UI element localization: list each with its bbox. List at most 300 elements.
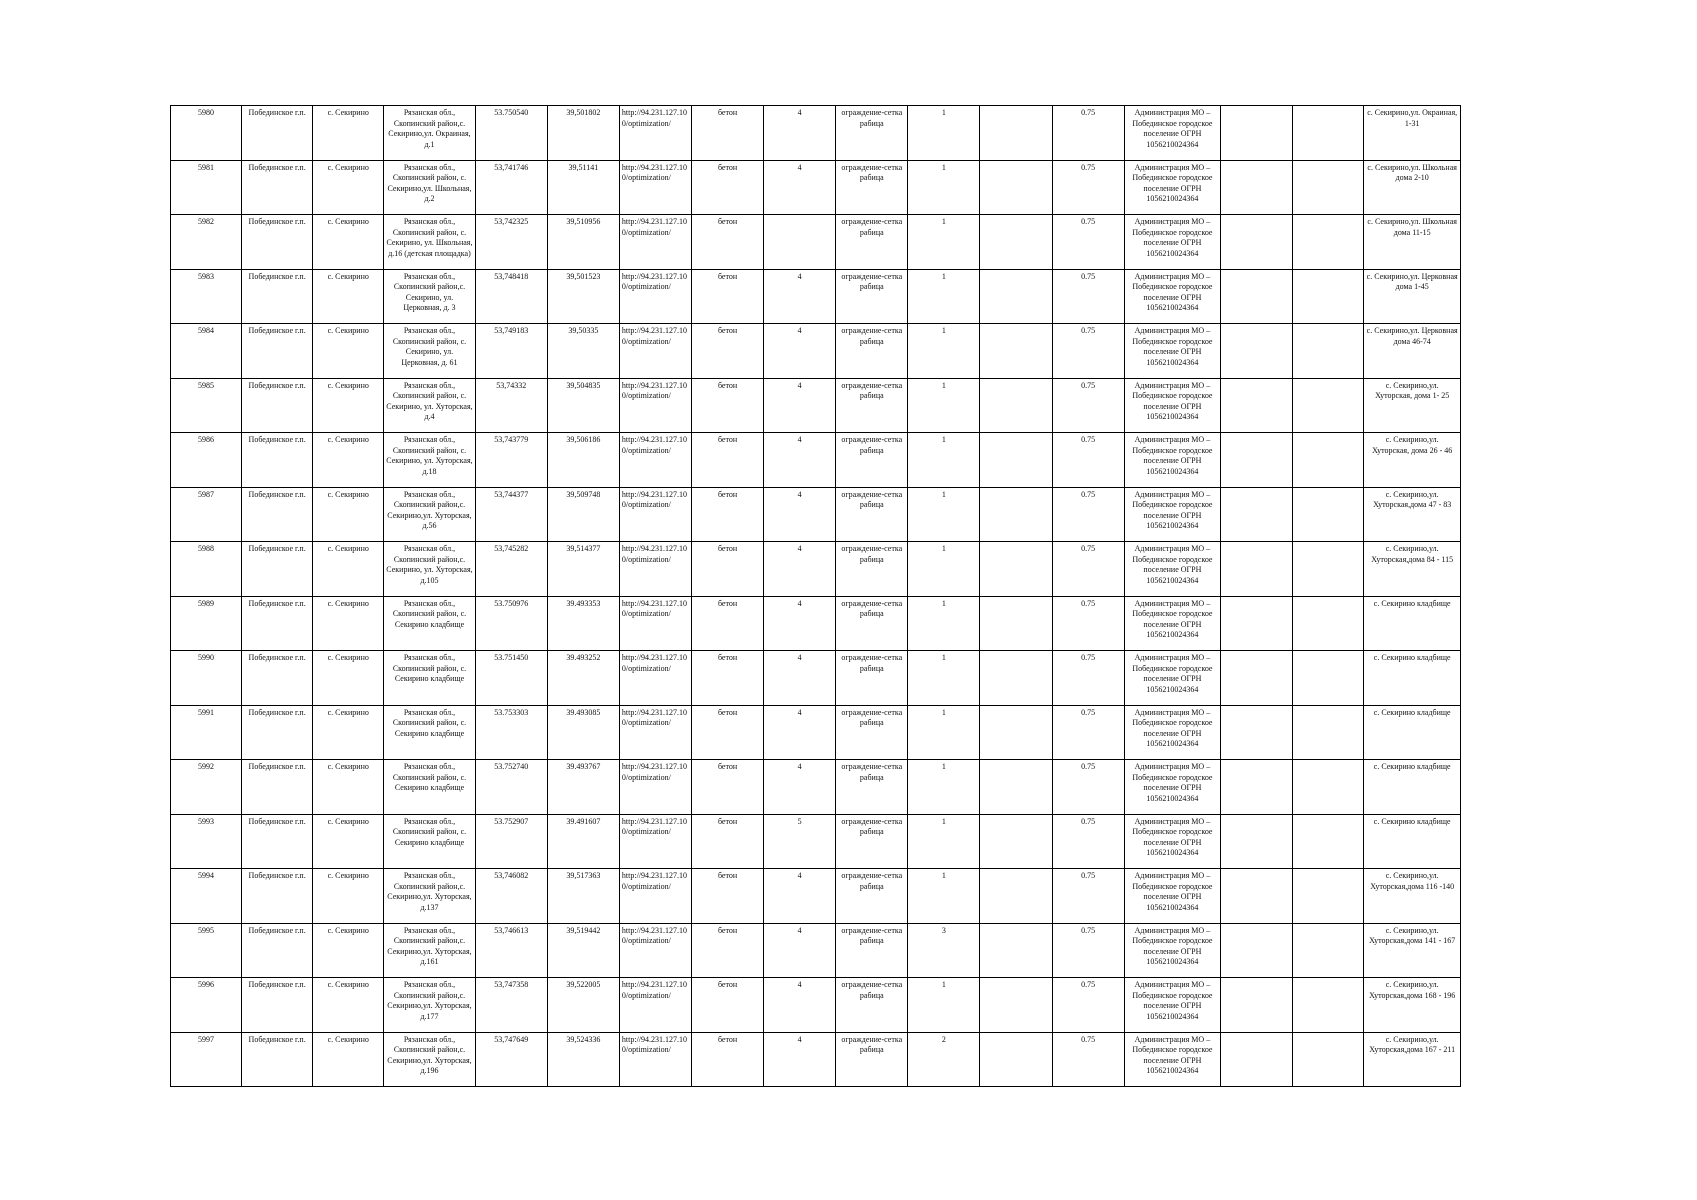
cell-longitude: 39.493767 — [547, 760, 619, 815]
cell-surface: бетон — [692, 1032, 764, 1087]
cell-volume: 0.75 — [1052, 705, 1124, 760]
cell-empty — [1293, 705, 1364, 760]
cell-longitude: 39.493085 — [547, 705, 619, 760]
cell-empty — [1221, 378, 1293, 433]
cell-address: Рязанская обл., Скопинский район, с. Секирино кладбище — [384, 814, 475, 869]
cell-empty — [1221, 215, 1293, 270]
cell-area: 4 — [764, 542, 836, 597]
cell-area: 4 — [764, 869, 836, 924]
cell-served-area: с. Секирино,ул. Окраиная, 1-31 — [1364, 106, 1461, 161]
cell-empty — [1293, 596, 1364, 651]
cell-fence: ограждение-сетка рабица — [836, 487, 908, 542]
cell-empty — [980, 978, 1052, 1033]
cell-fence: ограждение-сетка рабица — [836, 705, 908, 760]
cell-empty — [980, 923, 1052, 978]
table-row — [171, 160, 1461, 215]
cell-empty — [980, 1032, 1052, 1087]
cell-volume: 0.75 — [1052, 160, 1124, 215]
cell-village: с. Секирино — [313, 487, 384, 542]
cell-village: с. Секирино — [313, 596, 384, 651]
cell-latitude: 53.753303 — [475, 705, 547, 760]
cell-empty — [1221, 596, 1293, 651]
cell-owner: Администрация МО – Побединское городское поселение ОГРН 1056210024364 — [1124, 760, 1220, 815]
cell-container-count: 1 — [908, 814, 980, 869]
cell-area: 4 — [764, 651, 836, 706]
cell-village: с. Секирино — [313, 869, 384, 924]
cell-surface: бетон — [692, 814, 764, 869]
cell-empty — [980, 324, 1052, 379]
cell-url: http://94.231.127.10 0/optimization/ — [619, 1032, 691, 1087]
cell-latitude: 53,744377 — [475, 487, 547, 542]
cell-area: 4 — [764, 1032, 836, 1087]
cell-longitude: 39,517363 — [547, 869, 619, 924]
cell-address: Рязанская обл., Скопинский район,с. Секирино,ул. Хуторская, д.137 — [384, 869, 475, 924]
cell-settlement: Побединское г.п. — [242, 923, 313, 978]
cell-empty — [1221, 923, 1293, 978]
cell-empty — [1293, 814, 1364, 869]
cell-address: Рязанская обл., Скопинский район,с. Секирино,ул. Окраиная, д.1 — [384, 106, 475, 161]
cell-volume: 0.75 — [1052, 596, 1124, 651]
cell-url: http://94.231.127.10 0/optimization/ — [619, 487, 691, 542]
cell-volume: 0.75 — [1052, 542, 1124, 597]
cell-settlement: Побединское г.п. — [242, 978, 313, 1033]
cell-container-count: 1 — [908, 705, 980, 760]
cell-served-area: с. Секирино,ул. Школьная дома 2-10 — [1364, 160, 1461, 215]
cell-id: 5990 — [171, 651, 242, 706]
table-row — [171, 705, 1461, 760]
cell-id: 5982 — [171, 215, 242, 270]
cell-url: http://94.231.127.10 0/optimization/ — [619, 760, 691, 815]
cell-served-area: с. Секирино,ул. Хуторская, дома 1- 25 — [1364, 378, 1461, 433]
cell-area: 4 — [764, 487, 836, 542]
cell-area — [764, 215, 836, 270]
cell-owner: Администрация МО – Побединское городское поселение ОГРН 1056210024364 — [1124, 651, 1220, 706]
cell-address: Рязанская обл., Скопинский район, с. Секирино, ул. Хуторская, д.4 — [384, 378, 475, 433]
cell-fence: ограждение-сетка рабица — [836, 324, 908, 379]
cell-longitude: 39.493252 — [547, 651, 619, 706]
cell-settlement: Побединское г.п. — [242, 160, 313, 215]
cell-village: с. Секирино — [313, 1032, 384, 1087]
table-row — [171, 378, 1461, 433]
cell-latitude: 53,747649 — [475, 1032, 547, 1087]
cell-village: с. Секирино — [313, 160, 384, 215]
cell-village: с. Секирино — [313, 814, 384, 869]
cell-longitude: 39,519442 — [547, 923, 619, 978]
cell-address: Рязанская обл., Скопинский район,с. Секирино,ул. Хуторская, д.196 — [384, 1032, 475, 1087]
cell-container-count: 1 — [908, 433, 980, 488]
cell-container-count: 1 — [908, 760, 980, 815]
cell-served-area: с. Секирино кладбище — [1364, 760, 1461, 815]
cell-settlement: Побединское г.п. — [242, 814, 313, 869]
cell-latitude: 53,747358 — [475, 978, 547, 1033]
cell-empty — [980, 160, 1052, 215]
cell-id: 5988 — [171, 542, 242, 597]
cell-settlement: Побединское г.п. — [242, 542, 313, 597]
cell-empty — [980, 542, 1052, 597]
cell-longitude: 39,501802 — [547, 106, 619, 161]
cell-empty — [1293, 978, 1364, 1033]
table-row — [171, 814, 1461, 869]
cell-fence: ограждение-сетка рабица — [836, 160, 908, 215]
cell-volume: 0.75 — [1052, 487, 1124, 542]
cell-served-area: с. Секирино кладбище — [1364, 814, 1461, 869]
cell-surface: бетон — [692, 324, 764, 379]
cell-url: http://94.231.127.10 0/optimization/ — [619, 923, 691, 978]
cell-empty — [1221, 433, 1293, 488]
cell-settlement: Побединское г.п. — [242, 651, 313, 706]
cell-empty — [1293, 651, 1364, 706]
cell-container-count: 1 — [908, 324, 980, 379]
cell-empty — [980, 215, 1052, 270]
cell-village: с. Секирино — [313, 705, 384, 760]
cell-surface: бетон — [692, 215, 764, 270]
cell-surface: бетон — [692, 705, 764, 760]
cell-longitude: 39,506186 — [547, 433, 619, 488]
cell-volume: 0.75 — [1052, 378, 1124, 433]
cell-container-count: 1 — [908, 215, 980, 270]
cell-village: с. Секирино — [313, 433, 384, 488]
cell-latitude: 53.750540 — [475, 106, 547, 161]
cell-fence: ограждение-сетка рабица — [836, 1032, 908, 1087]
cell-surface: бетон — [692, 596, 764, 651]
cell-volume: 0.75 — [1052, 269, 1124, 324]
cell-url: http://94.231.127.10 0/optimization/ — [619, 869, 691, 924]
cell-fence: ограждение-сетка рабица — [836, 106, 908, 161]
cell-empty — [1221, 978, 1293, 1033]
cell-settlement: Побединское г.п. — [242, 378, 313, 433]
cell-empty — [1221, 869, 1293, 924]
cell-latitude: 53.752907 — [475, 814, 547, 869]
cell-empty — [1221, 269, 1293, 324]
cell-url: http://94.231.127.10 0/optimization/ — [619, 651, 691, 706]
cell-settlement: Побединское г.п. — [242, 705, 313, 760]
cell-empty — [980, 269, 1052, 324]
table-row — [171, 269, 1461, 324]
cell-url: http://94.231.127.10 0/optimization/ — [619, 378, 691, 433]
cell-owner: Администрация МО – Побединское городское поселение ОГРН 1056210024364 — [1124, 705, 1220, 760]
cell-address: Рязанская обл., Скопинский район, с. Секирино, ул. Хуторская, д.18 — [384, 433, 475, 488]
table-row — [171, 487, 1461, 542]
cell-url: http://94.231.127.10 0/optimization/ — [619, 215, 691, 270]
cell-volume: 0.75 — [1052, 869, 1124, 924]
cell-village: с. Секирино — [313, 324, 384, 379]
cell-container-count: 1 — [908, 542, 980, 597]
cell-empty — [1221, 760, 1293, 815]
cell-village: с. Секирино — [313, 269, 384, 324]
cell-settlement: Побединское г.п. — [242, 760, 313, 815]
cell-fence: ограждение-сетка рабица — [836, 269, 908, 324]
cell-container-count: 1 — [908, 651, 980, 706]
cell-url: http://94.231.127.10 0/optimization/ — [619, 433, 691, 488]
cell-id: 5997 — [171, 1032, 242, 1087]
cell-surface: бетон — [692, 542, 764, 597]
cell-longitude: 39,504835 — [547, 378, 619, 433]
cell-settlement: Побединское г.п. — [242, 487, 313, 542]
cell-empty — [1221, 542, 1293, 597]
cell-served-area: с. Секирино кладбище — [1364, 596, 1461, 651]
cell-volume: 0.75 — [1052, 1032, 1124, 1087]
cell-fence: ограждение-сетка рабица — [836, 651, 908, 706]
cell-empty — [980, 651, 1052, 706]
table-row — [171, 651, 1461, 706]
table-row — [171, 978, 1461, 1033]
cell-latitude: 53,746082 — [475, 869, 547, 924]
cell-village: с. Секирино — [313, 215, 384, 270]
cell-container-count: 1 — [908, 160, 980, 215]
cell-empty — [1221, 487, 1293, 542]
cell-container-count: 1 — [908, 869, 980, 924]
cell-longitude: 39.493353 — [547, 596, 619, 651]
cell-address: Рязанская обл., Скопинский район,с. Секирино, ул. Хуторская, д.105 — [384, 542, 475, 597]
cell-settlement: Побединское г.п. — [242, 269, 313, 324]
table-row — [171, 923, 1461, 978]
cell-village: с. Секирино — [313, 760, 384, 815]
cell-latitude: 53,743779 — [475, 433, 547, 488]
cell-empty — [1293, 869, 1364, 924]
cell-area: 4 — [764, 923, 836, 978]
cell-fence: ограждение-сетка рабица — [836, 869, 908, 924]
cell-fence: ограждение-сетка рабица — [836, 215, 908, 270]
cell-owner: Администрация МО – Побединское городское поселение ОГРН 1056210024364 — [1124, 215, 1220, 270]
cell-longitude: 39,501523 — [547, 269, 619, 324]
cell-longitude: 39,522005 — [547, 978, 619, 1033]
registry-table — [170, 105, 1461, 1087]
cell-area: 4 — [764, 433, 836, 488]
cell-fence: ограждение-сетка рабица — [836, 814, 908, 869]
cell-longitude: 39,510956 — [547, 215, 619, 270]
cell-area: 4 — [764, 269, 836, 324]
cell-volume: 0.75 — [1052, 978, 1124, 1033]
cell-empty — [1293, 542, 1364, 597]
cell-fence: ограждение-сетка рабица — [836, 433, 908, 488]
cell-village: с. Секирино — [313, 378, 384, 433]
cell-id: 5994 — [171, 869, 242, 924]
cell-latitude: 53.751450 — [475, 651, 547, 706]
cell-container-count: 1 — [908, 487, 980, 542]
cell-address: Рязанская обл., Скопинский район,с. Секирино,ул. Хуторская, д.177 — [384, 978, 475, 1033]
cell-volume: 0.75 — [1052, 651, 1124, 706]
cell-volume: 0.75 — [1052, 760, 1124, 815]
cell-owner: Администрация МО – Побединское городское поселение ОГРН 1056210024364 — [1124, 487, 1220, 542]
cell-container-count: 1 — [908, 978, 980, 1033]
cell-empty — [980, 433, 1052, 488]
cell-address: Рязанская обл., Скопинский район, с. Секирино кладбище — [384, 760, 475, 815]
cell-owner: Администрация МО – Побединское городское поселение ОГРН 1056210024364 — [1124, 378, 1220, 433]
cell-address: Рязанская обл., Скопинский район, с. Секирино,ул. Школьная, д.2 — [384, 160, 475, 215]
cell-longitude: 39.491607 — [547, 814, 619, 869]
cell-latitude: 53.752740 — [475, 760, 547, 815]
cell-address: Рязанская обл., Скопинский район, с. Секирино, ул. Школьная, д.16 (детская площадка) — [384, 215, 475, 270]
cell-served-area: с. Секирино,ул. Церковная дома 1-45 — [1364, 269, 1461, 324]
cell-fence: ограждение-сетка рабица — [836, 760, 908, 815]
cell-url: http://94.231.127.10 0/optimization/ — [619, 160, 691, 215]
cell-empty — [980, 106, 1052, 161]
cell-id: 5986 — [171, 433, 242, 488]
cell-owner: Администрация МО – Побединское городское поселение ОГРН 1056210024364 — [1124, 160, 1220, 215]
cell-volume: 0.75 — [1052, 814, 1124, 869]
cell-settlement: Побединское г.п. — [242, 433, 313, 488]
cell-longitude: 39,50335 — [547, 324, 619, 379]
cell-empty — [980, 814, 1052, 869]
cell-owner: Администрация МО – Побединское городское поселение ОГРН 1056210024364 — [1124, 324, 1220, 379]
table-row — [171, 869, 1461, 924]
table-row — [171, 1032, 1461, 1087]
cell-url: http://94.231.127.10 0/optimization/ — [619, 814, 691, 869]
table-row — [171, 324, 1461, 379]
cell-volume: 0.75 — [1052, 324, 1124, 379]
cell-address: Рязанская обл., Скопинский район, с. Секирино кладбище — [384, 651, 475, 706]
cell-url: http://94.231.127.10 0/optimization/ — [619, 269, 691, 324]
cell-url: http://94.231.127.10 0/optimization/ — [619, 106, 691, 161]
cell-area: 4 — [764, 978, 836, 1033]
cell-empty — [1221, 160, 1293, 215]
cell-container-count: 2 — [908, 1032, 980, 1087]
cell-id: 5981 — [171, 160, 242, 215]
cell-empty — [1293, 215, 1364, 270]
cell-settlement: Побединское г.п. — [242, 869, 313, 924]
table-row — [171, 760, 1461, 815]
cell-surface: бетон — [692, 487, 764, 542]
cell-surface: бетон — [692, 869, 764, 924]
cell-empty — [1221, 106, 1293, 161]
cell-id: 5984 — [171, 324, 242, 379]
cell-volume: 0.75 — [1052, 923, 1124, 978]
cell-surface: бетон — [692, 160, 764, 215]
cell-empty — [1293, 923, 1364, 978]
cell-id: 5980 — [171, 106, 242, 161]
cell-latitude: 53,74332 — [475, 378, 547, 433]
cell-latitude: 53.750976 — [475, 596, 547, 651]
cell-served-area: с. Секирино,ул. Школьная дома 11-15 — [1364, 215, 1461, 270]
cell-area: 4 — [764, 378, 836, 433]
cell-surface: бетон — [692, 378, 764, 433]
cell-settlement: Побединское г.п. — [242, 106, 313, 161]
cell-empty — [1221, 705, 1293, 760]
cell-longitude: 39,509748 — [547, 487, 619, 542]
cell-latitude: 53,748418 — [475, 269, 547, 324]
cell-latitude: 53,742325 — [475, 215, 547, 270]
cell-owner: Администрация МО – Побединское городское поселение ОГРН 1056210024364 — [1124, 978, 1220, 1033]
cell-area: 4 — [764, 705, 836, 760]
table-row — [171, 215, 1461, 270]
cell-area: 4 — [764, 106, 836, 161]
cell-container-count: 3 — [908, 923, 980, 978]
cell-latitude: 53,746613 — [475, 923, 547, 978]
table-row — [171, 542, 1461, 597]
cell-owner: Администрация МО – Побединское городское поселение ОГРН 1056210024364 — [1124, 106, 1220, 161]
cell-served-area: с. Секирино,ул. Церковная дома 46-74 — [1364, 324, 1461, 379]
cell-container-count: 1 — [908, 596, 980, 651]
cell-empty — [980, 378, 1052, 433]
cell-url: http://94.231.127.10 0/optimization/ — [619, 324, 691, 379]
cell-owner: Администрация МО – Побединское городское поселение ОГРН 1056210024364 — [1124, 269, 1220, 324]
cell-fence: ограждение-сетка рабица — [836, 978, 908, 1033]
cell-area: 4 — [764, 596, 836, 651]
cell-owner: Администрация МО – Побединское городское поселение ОГРН 1056210024364 — [1124, 814, 1220, 869]
cell-address: Рязанская обл., Скопинский район, с. Секирино кладбище — [384, 705, 475, 760]
cell-id: 5996 — [171, 978, 242, 1033]
cell-empty — [1221, 324, 1293, 379]
table-body — [171, 106, 1461, 1087]
cell-village: с. Секирино — [313, 923, 384, 978]
cell-empty — [1293, 269, 1364, 324]
cell-village: с. Секирино — [313, 978, 384, 1033]
cell-owner: Администрация МО – Побединское городское поселение ОГРН 1056210024364 — [1124, 433, 1220, 488]
cell-empty — [1221, 1032, 1293, 1087]
cell-id: 5983 — [171, 269, 242, 324]
cell-longitude: 39,524336 — [547, 1032, 619, 1087]
cell-latitude: 53,745282 — [475, 542, 547, 597]
cell-address: Рязанская обл., Скопинский район, с. Секирино, ул. Церковная, д. 61 — [384, 324, 475, 379]
cell-served-area: с. Секирино,ул. Хуторская,дома 116 -140 — [1364, 869, 1461, 924]
cell-fence: ограждение-сетка рабица — [836, 923, 908, 978]
cell-served-area: с. Секирино,ул. Хуторская, дома 26 - 46 — [1364, 433, 1461, 488]
cell-empty — [1293, 1032, 1364, 1087]
cell-container-count: 1 — [908, 378, 980, 433]
cell-surface: бетон — [692, 760, 764, 815]
cell-empty — [980, 869, 1052, 924]
table-row — [171, 106, 1461, 161]
cell-fence: ограждение-сетка рабица — [836, 596, 908, 651]
cell-container-count: 1 — [908, 269, 980, 324]
cell-village: с. Секирино — [313, 651, 384, 706]
cell-served-area: с. Секирино,ул. Хуторская,дома 167 - 211 — [1364, 1032, 1461, 1087]
cell-surface: бетон — [692, 269, 764, 324]
cell-served-area: с. Секирино,ул. Хуторская,дома 168 - 196 — [1364, 978, 1461, 1033]
cell-id: 5995 — [171, 923, 242, 978]
cell-area: 4 — [764, 760, 836, 815]
cell-settlement: Побединское г.п. — [242, 596, 313, 651]
cell-owner: Администрация МО – Побединское городское поселение ОГРН 1056210024364 — [1124, 1032, 1220, 1087]
cell-settlement: Побединское г.п. — [242, 1032, 313, 1087]
table-row — [171, 433, 1461, 488]
cell-empty — [1293, 324, 1364, 379]
cell-url: http://94.231.127.10 0/optimization/ — [619, 596, 691, 651]
cell-served-area: с. Секирино,ул. Хуторская,дома 84 - 115 — [1364, 542, 1461, 597]
cell-container-count: 1 — [908, 106, 980, 161]
cell-village: с. Секирино — [313, 106, 384, 161]
cell-empty — [1293, 760, 1364, 815]
cell-surface: бетон — [692, 651, 764, 706]
cell-owner: Администрация МО – Побединское городское поселение ОГРН 1056210024364 — [1124, 869, 1220, 924]
cell-area: 5 — [764, 814, 836, 869]
cell-id: 5985 — [171, 378, 242, 433]
cell-empty — [1221, 651, 1293, 706]
cell-village: с. Секирино — [313, 542, 384, 597]
cell-empty — [1293, 106, 1364, 161]
cell-id: 5993 — [171, 814, 242, 869]
cell-volume: 0.75 — [1052, 215, 1124, 270]
cell-url: http://94.231.127.10 0/optimization/ — [619, 542, 691, 597]
table-row — [171, 596, 1461, 651]
cell-latitude: 53,749183 — [475, 324, 547, 379]
cell-address: Рязанская обл., Скопинский район, с. Секирино кладбище — [384, 596, 475, 651]
cell-address: Рязанская обл., Скопинский район,с. Секирино,ул. Хуторская, д.56 — [384, 487, 475, 542]
cell-id: 5989 — [171, 596, 242, 651]
cell-surface: бетон — [692, 433, 764, 488]
cell-empty — [980, 596, 1052, 651]
cell-id: 5992 — [171, 760, 242, 815]
cell-address: Рязанская обл., Скопинский район,с. Секирино,ул. Хуторская, д.161 — [384, 923, 475, 978]
cell-area: 4 — [764, 160, 836, 215]
cell-empty — [1293, 378, 1364, 433]
cell-volume: 0.75 — [1052, 433, 1124, 488]
cell-empty — [1293, 160, 1364, 215]
cell-empty — [1221, 814, 1293, 869]
cell-served-area: с. Секирино кладбище — [1364, 705, 1461, 760]
cell-settlement: Побединское г.п. — [242, 324, 313, 379]
cell-id: 5987 — [171, 487, 242, 542]
